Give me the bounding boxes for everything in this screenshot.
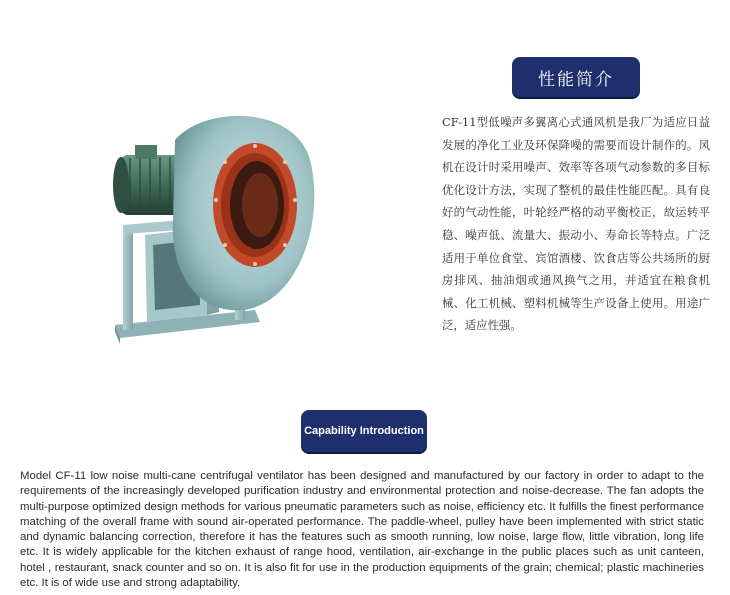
en-section-title: Capability Introduction xyxy=(304,425,424,437)
en-section-title-badge xyxy=(301,410,427,452)
en-description: Model CF-11 low noise multi-cane centrifugal ventilator has been designed and manufactured by our factory in order to adapt to the requirements of the increasingly developed purification industry and environmental protection and noise-decrease. The fan adopts the multi-purpose optimized design methods for various pneumatic parameters such as noise, efficiency etc. It fulfills the finest performance matching of the overall frame with sound air-operated performance. The paddle-wheel, pulley have been implemented with strict static and dynamic balancing correction, therefore it has the features such as smooth running, low noise, large flow, little vibration, long life etc. It is widely applicable for the kitchen exhaust of range hood, ventilation, air-exchange in the public places such as unit canteen, hotel , restaurant, snack counter and so on. It is also fit for use in the production equipments of the grain; chemical; plastic machineries etc. It is of wide use and strong adaptability. xyxy=(20,470,704,590)
cn-description: CF-11型低噪声多翼离心式通风机是我厂为适应日益发展的净化工业及环保降噪的需要而设计制作的。风机在设计时采用噪声、效率等各项气动参数的多目标优化设计方法，实现了整机的最佳性能匹配。具有良好的气动性能，叶轮经严格的动平衡校正，故运转平稳、噪声低、流量大、振动小、寿命长等特点。广泛适用于单位食堂、宾馆酒楼、饮食店等公共场所的厨房排风、抽油烟或通风换气之用，并适宜在粮食机械、化工机械、塑料机械等生产设备上使用。用途广泛，适应性强。 xyxy=(442,115,710,333)
centrifugal-fan-image xyxy=(95,100,325,360)
cn-section-title: 性能简介 xyxy=(538,69,614,90)
cn-section-title-badge xyxy=(512,57,640,97)
fan-illustration xyxy=(95,100,325,360)
